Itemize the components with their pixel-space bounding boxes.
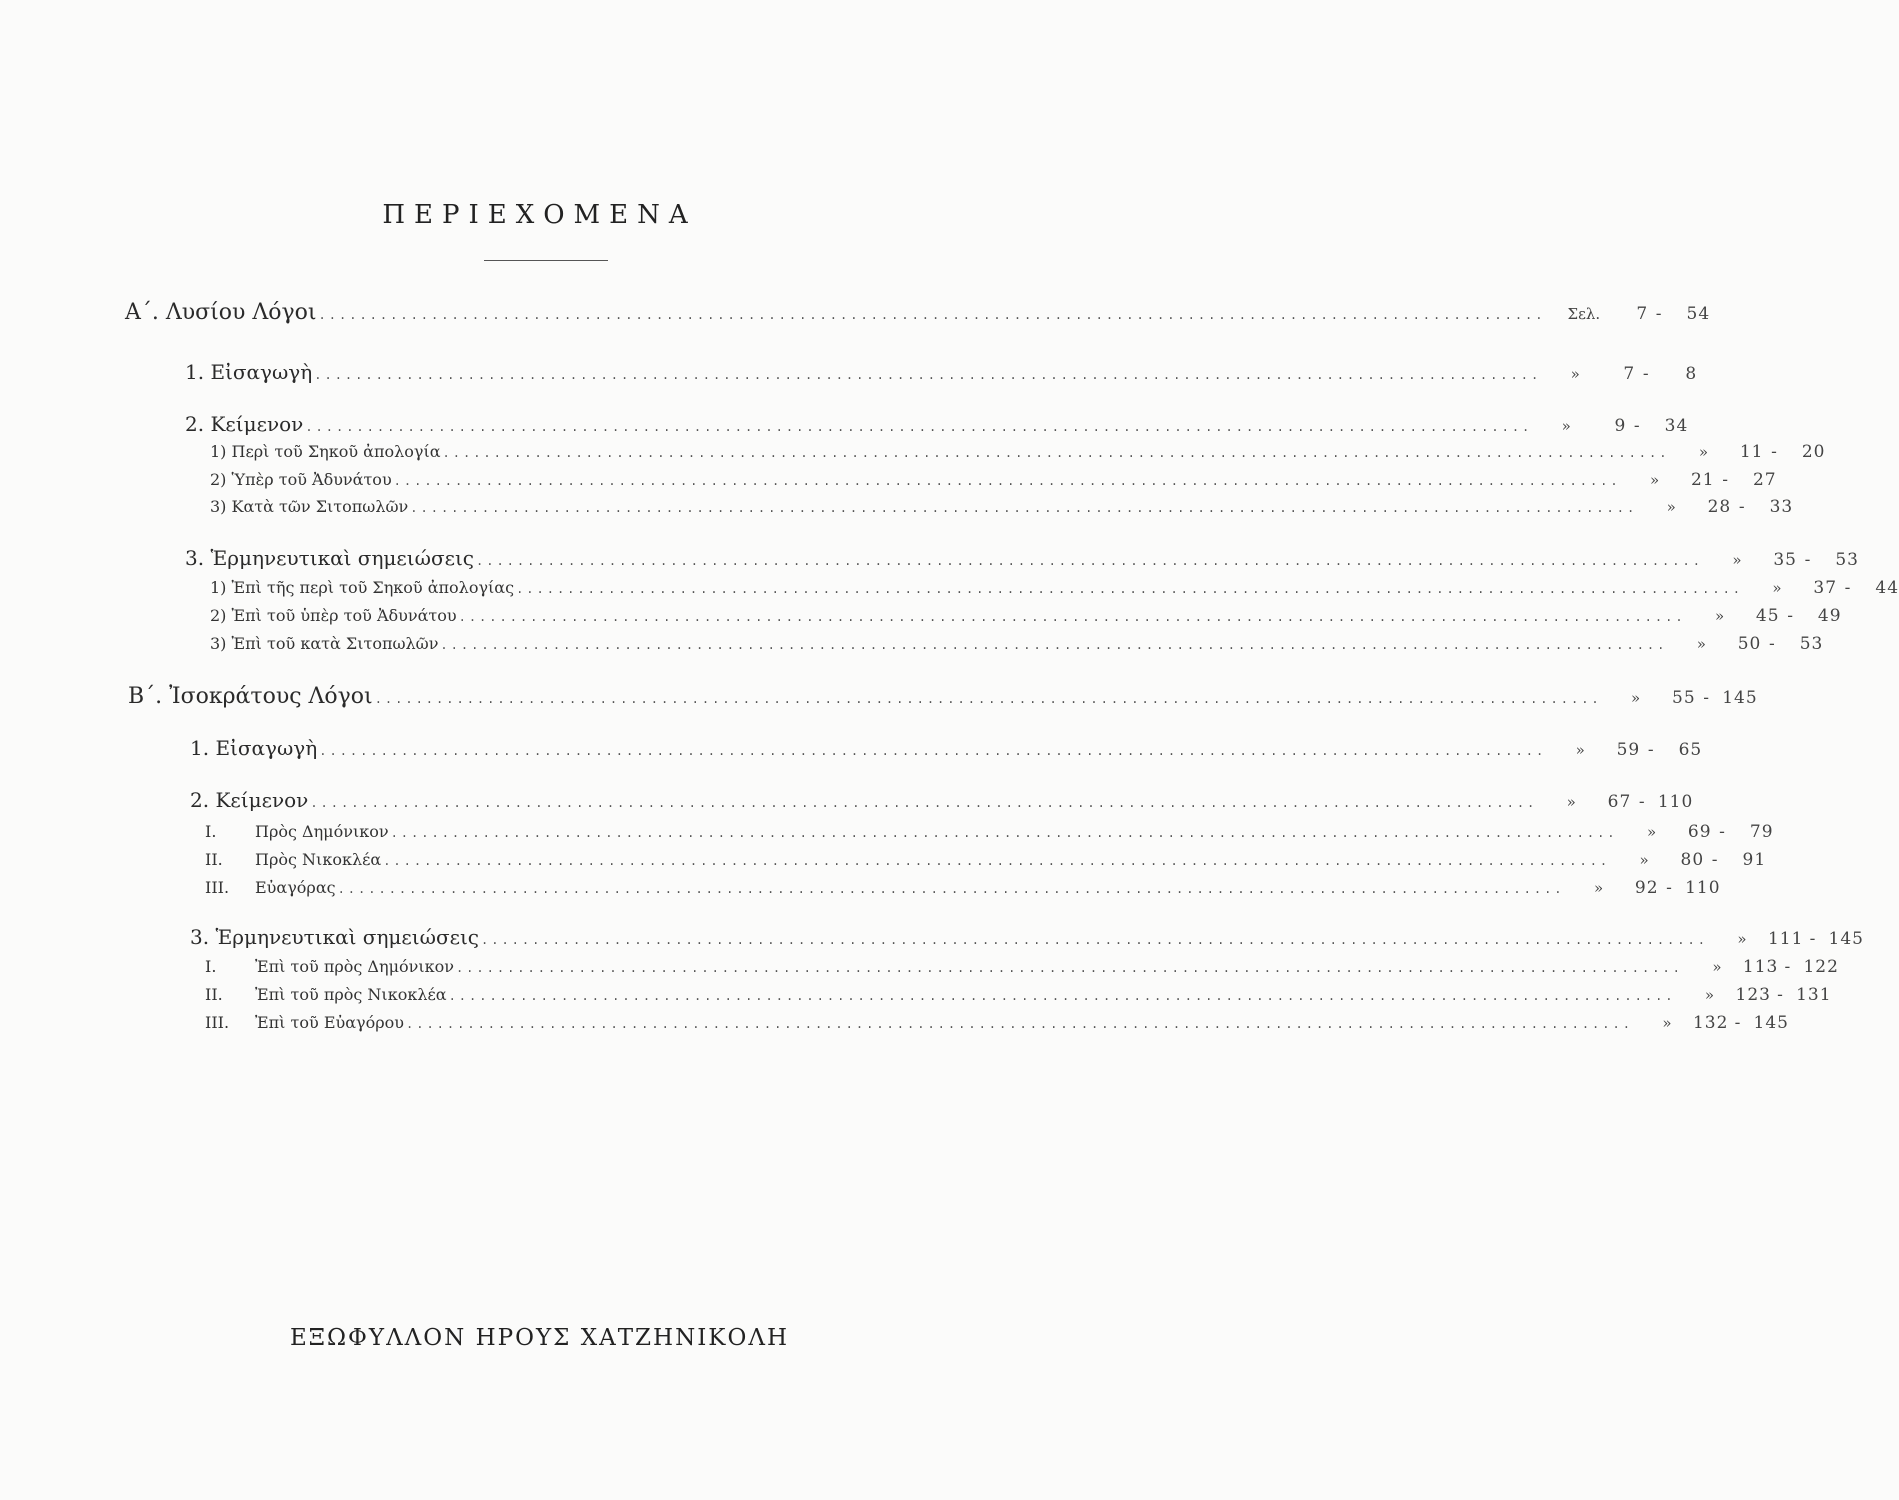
range-dash: -	[1666, 878, 1673, 898]
toc-title: 1. Εἰσαγωγὴ	[185, 360, 313, 384]
page-range	[1664, 822, 1774, 842]
page-marker: »	[1646, 823, 1657, 841]
page-end: 122	[1803, 957, 1839, 977]
title-divider	[470, 260, 608, 261]
leader-dots: ........................................................................................................................	[448, 989, 1676, 1003]
range-dash: -	[1787, 606, 1794, 626]
page-start: 69	[1687, 822, 1712, 842]
range-dash: -	[1722, 470, 1729, 490]
page-marker: »	[1561, 417, 1571, 435]
page-end: 33	[1769, 497, 1794, 517]
page-marker: »	[1704, 986, 1715, 1004]
range-dash: -	[1719, 822, 1726, 842]
page-range	[1578, 416, 1688, 436]
page-end: 44	[1875, 578, 1899, 598]
title-divider-gap	[470, 260, 484, 261]
range-dash: -	[1633, 416, 1641, 436]
toc-title: 2) Ἐπὶ τοῦ ὑπὲρ τοῦ Ἀδυνάτου	[210, 606, 457, 625]
range-dash: -	[1809, 929, 1817, 949]
page-range	[1600, 304, 1710, 324]
toc-section-lysias	[125, 300, 1711, 330]
leader-dots: ........................................................................................................................	[374, 692, 1602, 706]
toc-title: 2) Ὑπὲρ τοῦ Ἀδυνάτου	[210, 470, 392, 489]
toc-title: 2. Κείμενον	[190, 788, 309, 812]
leader-dots: ........................................................................................................................	[410, 501, 1638, 515]
range-dash: -	[1642, 364, 1650, 384]
page-marker: Σελ.	[1567, 305, 1601, 323]
range-dash: -	[1844, 578, 1852, 598]
range-dash: -	[1769, 634, 1776, 654]
toc-entry	[190, 736, 1703, 766]
leader-dots: ........................................................................................................................	[318, 308, 1546, 322]
toc-label	[205, 878, 336, 897]
page-range	[1729, 957, 1839, 977]
page-range	[1648, 688, 1758, 708]
range-dash: -	[1734, 1013, 1742, 1033]
page-end: 8	[1685, 364, 1698, 384]
page-start: 21	[1690, 470, 1715, 490]
leader-dots: ........................................................................................................................	[319, 744, 1547, 758]
page-end: 145	[1753, 1013, 1789, 1033]
page-start: 113	[1742, 957, 1779, 977]
page-start: 132	[1692, 1013, 1729, 1033]
leader-dots: ........................................................................................................................	[310, 796, 1538, 810]
range-dash: -	[1638, 792, 1646, 812]
toc-entry	[190, 788, 1694, 818]
toc-entry	[185, 360, 1698, 390]
page-start: 28	[1707, 497, 1732, 517]
leader-dots: ........................................................................................................................	[390, 826, 1618, 840]
page-end: 53	[1835, 550, 1859, 570]
page-marker: »	[1696, 635, 1706, 653]
toc-title: 3) Κατὰ τῶν Σιτοπωλῶν	[210, 497, 409, 516]
toc-entry	[190, 925, 1864, 955]
toc-subentry	[205, 878, 1721, 908]
roman-numeral: ΙΙΙ.	[205, 1013, 230, 1032]
page-marker: »	[1732, 551, 1742, 569]
leader-dots: ........................................................................................................................	[314, 368, 1542, 382]
page-range	[1583, 792, 1693, 812]
page-marker: »	[1712, 958, 1722, 976]
toc-label	[210, 606, 457, 625]
page-range	[1749, 550, 1859, 570]
page-marker: »	[1570, 365, 1580, 383]
roman-numeral: ΙΙ.	[205, 985, 223, 1004]
page-range	[1715, 442, 1825, 462]
roman-numeral: ΙΙΙ.	[205, 878, 230, 897]
toc-subentry	[205, 957, 1839, 987]
leader-dots: ........................................................................................................................	[305, 420, 1533, 434]
page-range	[1789, 578, 1899, 598]
roman-numeral: ΙΙ.	[205, 850, 223, 869]
page-end: 49	[1817, 606, 1842, 626]
toc-label	[190, 736, 317, 760]
range-dash: -	[1711, 850, 1719, 870]
leader-dots: ........................................................................................................................	[476, 554, 1703, 568]
toc-title: Ἐπὶ τοῦ πρὸς Νικοκλέα	[255, 985, 447, 1004]
toc-label	[205, 850, 381, 869]
leader-dots: ........................................................................................................................	[440, 638, 1668, 652]
range-dash: -	[1771, 442, 1778, 462]
toc-title: 1) Περὶ τοῦ Σηκοῦ ἀπολογία	[210, 442, 441, 461]
page-marker: »	[1593, 879, 1604, 897]
toc-label	[210, 578, 514, 597]
page-range	[1754, 929, 1864, 949]
toc-title: 3. Ἑρμηνευτικαὶ σημειώσεις	[185, 546, 474, 570]
toc-label	[205, 957, 454, 976]
page-marker: »	[1650, 471, 1660, 489]
toc-subentry	[205, 822, 1774, 852]
toc-label	[210, 442, 441, 461]
page-start: 80	[1680, 850, 1705, 870]
toc-subentry	[210, 470, 1777, 500]
toc-title: 1. Εἰσαγωγὴ	[190, 736, 318, 760]
leader-dots: ........................................................................................................................	[337, 882, 1565, 896]
toc-title: 1) Ἐπὶ τῆς περὶ τοῦ Σηκοῦ ἀπολογίας	[210, 578, 515, 597]
toc-label	[125, 300, 317, 325]
page-start: 67	[1607, 792, 1632, 812]
leader-dots: ........................................................................................................................	[442, 446, 1670, 460]
toc-label	[210, 634, 438, 653]
page-marker: »	[1662, 1014, 1672, 1032]
page-end: 53	[1799, 634, 1824, 654]
toc-label	[210, 470, 392, 489]
page-start: 11	[1739, 442, 1764, 462]
page-range	[1683, 497, 1793, 517]
toc-title: Β΄. Ἰσοκράτους Λόγοι	[128, 684, 373, 709]
page-end: 145	[1722, 688, 1758, 708]
page-start: 55	[1672, 688, 1696, 708]
page-range	[1587, 364, 1697, 384]
page-start: 35	[1773, 550, 1797, 570]
toc-title: Πρὸς Νικοκλέα	[255, 850, 382, 869]
toc-section-isocrates	[128, 684, 1758, 714]
leader-dots: ........................................................................................................................	[458, 610, 1686, 624]
toc-subentry	[210, 606, 1842, 636]
page-range	[1713, 634, 1823, 654]
page-end: 131	[1796, 985, 1832, 1005]
page-range	[1611, 878, 1721, 898]
toc-title: Εὐαγόρας	[255, 878, 336, 897]
toc-subentry	[210, 634, 1824, 664]
toc-subentry	[205, 850, 1767, 880]
page-start: 111	[1767, 929, 1804, 949]
toc-entry	[185, 546, 1859, 576]
page-end: 145	[1828, 929, 1864, 949]
page-start: 7	[1636, 304, 1649, 324]
toc-label	[205, 985, 447, 1004]
toc-label	[185, 546, 474, 570]
page-marker: »	[1698, 443, 1709, 461]
toc-entry	[185, 412, 1689, 442]
page-start: 50	[1737, 634, 1762, 654]
toc-title: Ἐπὶ τοῦ Εὐαγόρου	[255, 1013, 404, 1032]
toc-label	[190, 788, 308, 812]
page-end: 79	[1749, 822, 1774, 842]
page-range	[1667, 470, 1777, 490]
leader-dots: ........................................................................................................................	[481, 933, 1708, 947]
toc-label	[205, 822, 389, 841]
toc-title: Ἐπὶ τοῦ πρὸς Δημόνικον	[255, 957, 454, 976]
page-marker: »	[1666, 498, 1676, 516]
page-start: 37	[1813, 578, 1838, 598]
page-marker: »	[1566, 793, 1576, 811]
page-range	[1722, 985, 1832, 1005]
toc-label	[205, 1013, 404, 1032]
range-dash: -	[1703, 688, 1711, 708]
page-end: 27	[1752, 470, 1777, 490]
toc-label	[185, 360, 312, 384]
page-start: 92	[1634, 878, 1659, 898]
toc-label	[185, 412, 303, 436]
toc-subentry	[210, 497, 1794, 527]
leader-dots: ........................................................................................................................	[516, 582, 1744, 596]
page-marker: »	[1737, 930, 1747, 948]
leader-dots: ........................................................................................................................	[383, 854, 1611, 868]
page-start: 123	[1735, 985, 1771, 1005]
toc-title: Πρὸς Δημόνικον	[255, 822, 389, 841]
page-range	[1732, 606, 1842, 626]
roman-numeral: Ι.	[205, 822, 217, 841]
toc-title: Α΄. Λυσίου Λόγοι	[125, 300, 317, 325]
page-start: 7	[1623, 364, 1636, 384]
range-dash: -	[1804, 550, 1812, 570]
page-end: 65	[1678, 740, 1703, 760]
roman-numeral: Ι.	[205, 957, 217, 976]
page-end: 20	[1801, 442, 1826, 462]
page-start: 59	[1616, 740, 1641, 760]
toc-subentry	[205, 985, 1832, 1015]
page-marker: »	[1631, 689, 1641, 707]
page-end: 110	[1657, 792, 1694, 812]
page-marker: »	[1639, 851, 1649, 869]
page-end: 54	[1686, 304, 1711, 324]
page-marker: »	[1714, 607, 1725, 625]
page-start: 45	[1755, 606, 1780, 626]
page-title: ΠΕΡΙΕΧΟΜΕΝΑ	[382, 200, 697, 230]
toc-label	[190, 925, 479, 949]
page-marker: »	[1772, 579, 1782, 597]
page-marker: »	[1575, 741, 1585, 759]
leader-dots: ........................................................................................................................	[455, 961, 1683, 975]
cover-credit: ΕΞΩΦΥΛΛΟΝ ΗΡΟΥΣ ΧΑΤΖΗΝΙΚΟΛΗ	[289, 1325, 790, 1351]
leader-dots: ........................................................................................................................	[406, 1017, 1633, 1031]
page-end: 110	[1685, 878, 1721, 898]
toc-title: 3. Ἑρμηνευτικαὶ σημειώσεις	[190, 925, 479, 949]
leader-dots: ........................................................................................................................	[393, 474, 1621, 488]
range-dash: -	[1655, 304, 1663, 324]
toc-title: 3) Ἐπὶ τοῦ κατὰ Σιτοπωλῶν	[210, 634, 439, 653]
range-dash: -	[1784, 957, 1792, 977]
page-end: 91	[1742, 850, 1767, 870]
page-range	[1656, 850, 1766, 870]
toc-subentry	[210, 578, 1899, 608]
page-range	[1592, 740, 1702, 760]
toc-label	[210, 497, 408, 516]
toc-label	[128, 684, 373, 709]
toc-title: 2. Κείμενον	[185, 412, 304, 436]
range-dash: -	[1647, 740, 1655, 760]
page-range	[1679, 1013, 1789, 1033]
range-dash: -	[1777, 985, 1784, 1005]
page-start: 9	[1614, 416, 1627, 436]
toc-subentry	[210, 442, 1826, 472]
toc-subentry	[205, 1013, 1789, 1043]
page-end: 34	[1664, 416, 1689, 436]
range-dash: -	[1738, 497, 1746, 517]
